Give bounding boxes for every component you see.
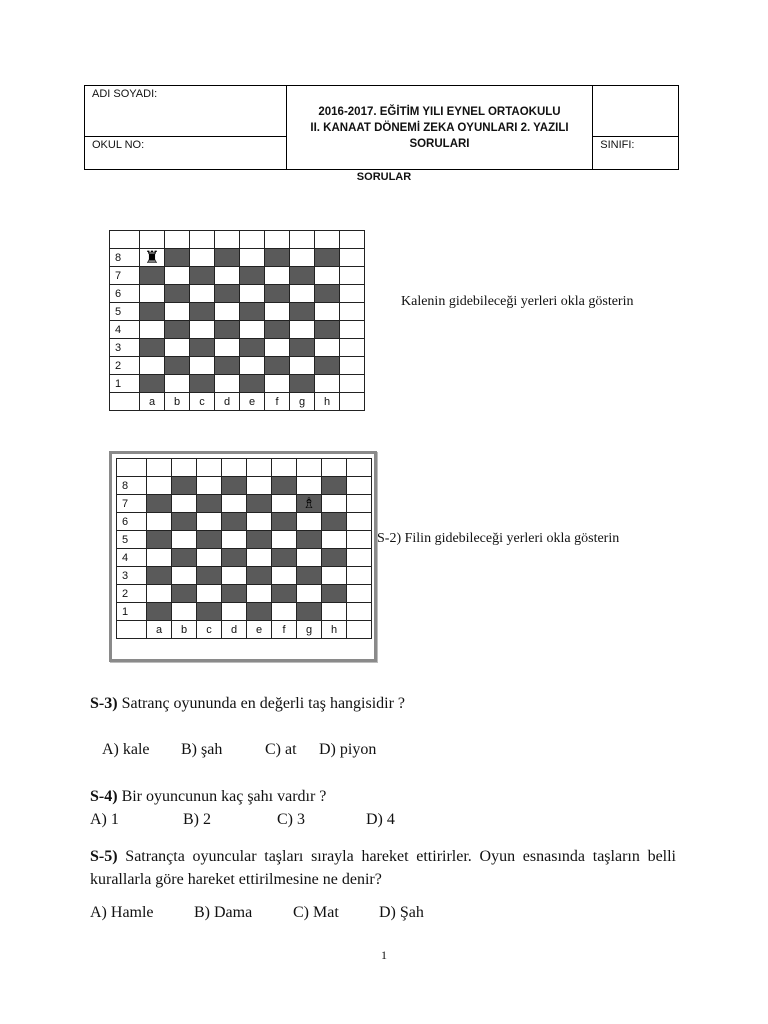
board1-row <box>110 357 365 375</box>
board2-square-a8 <box>147 477 172 495</box>
board1-square-g2 <box>290 357 315 375</box>
q5-option-c: C) Mat <box>293 904 339 921</box>
board2-square-g3 <box>297 567 322 585</box>
board1-row <box>110 303 365 321</box>
board1-square-g5 <box>290 303 315 321</box>
board1-row <box>110 267 365 285</box>
board1-square-b2 <box>165 357 190 375</box>
class-field <box>593 136 679 169</box>
board2-border-cell <box>222 459 247 477</box>
board1-square-g4 <box>290 321 315 339</box>
board2-file-label: b <box>172 621 197 639</box>
board1-border-cell <box>340 285 365 303</box>
board1-square-a6 <box>140 285 165 303</box>
board1-border-cell <box>340 357 365 375</box>
board2-square-f2 <box>272 585 297 603</box>
exam-header-table <box>84 85 679 170</box>
board2-square-f5 <box>272 531 297 549</box>
board1-square-h1 <box>315 375 340 393</box>
board1-square-f8 <box>265 249 290 267</box>
board2-square-h2 <box>322 585 347 603</box>
board1-border-cell <box>315 231 340 249</box>
board2-file-label: e <box>247 621 272 639</box>
board2-row <box>117 495 372 513</box>
board2-border-cell <box>347 549 372 567</box>
question-3 <box>90 695 676 713</box>
board2-row <box>117 621 372 639</box>
board1-rank-label: 5 <box>110 303 140 321</box>
board2-square-b7 <box>172 495 197 513</box>
board1-row <box>110 339 365 357</box>
board2-square-g7 <box>297 495 322 513</box>
board1-square-e2 <box>240 357 265 375</box>
board1-file-label: e <box>240 393 265 411</box>
board2-square-f3 <box>272 567 297 585</box>
board1-border-cell <box>190 231 215 249</box>
question-5 <box>90 845 676 891</box>
board2-border-cell <box>347 621 372 639</box>
school-no-label: OKUL NO: <box>92 138 145 151</box>
board1-file-label: h <box>315 393 340 411</box>
board1-square-h3 <box>315 339 340 357</box>
board1-square-h7 <box>315 267 340 285</box>
board1-square-d1 <box>215 375 240 393</box>
board1-square-c2 <box>190 357 215 375</box>
board1-border-cell <box>110 231 140 249</box>
board2-square-b1 <box>172 603 197 621</box>
exam-title <box>286 86 593 170</box>
board2-row <box>117 531 372 549</box>
board1-square-d7 <box>215 267 240 285</box>
board1-square-c1 <box>190 375 215 393</box>
board1-rank-label: 1 <box>110 375 140 393</box>
board1-square-e3 <box>240 339 265 357</box>
board1-square-b6 <box>165 285 190 303</box>
board1-square-b8 <box>165 249 190 267</box>
board1-file-label: d <box>215 393 240 411</box>
q5-option-b: B) Dama <box>194 904 253 921</box>
board1-square-h2 <box>315 357 340 375</box>
board1-square-b3 <box>165 339 190 357</box>
title-line-1: 2016-2017. EĞİTİM YILI EYNEL ORTAOKULU <box>318 105 561 118</box>
board2-border-cell <box>347 477 372 495</box>
board2-row <box>117 585 372 603</box>
board2-square-b4 <box>172 549 197 567</box>
board2-rank-label: 1 <box>117 603 147 621</box>
class-label: SINIFI: <box>600 138 635 151</box>
board1-square-b4 <box>165 321 190 339</box>
board1-border-cell <box>240 231 265 249</box>
q3-option-c: C) at <box>265 741 297 758</box>
board1-square-d6 <box>215 285 240 303</box>
board1-square-d3 <box>215 339 240 357</box>
board2-square-g8 <box>297 477 322 495</box>
board2-row <box>117 459 372 477</box>
board1-square-f6 <box>265 285 290 303</box>
board1-square-c4 <box>190 321 215 339</box>
board2-square-b2 <box>172 585 197 603</box>
board1-square-f1 <box>265 375 290 393</box>
title-line-2: II. KANAAT DÖNEMİ ZEKA OYUNLARI 2. YAZILI <box>310 121 569 134</box>
board2-square-f1 <box>272 603 297 621</box>
board1-square-g6 <box>290 285 315 303</box>
rook-icon: ♜ <box>144 248 160 267</box>
board2-square-e3 <box>247 567 272 585</box>
board2-square-h5 <box>322 531 347 549</box>
board2-file-label: h <box>322 621 347 639</box>
board2-square-b6 <box>172 513 197 531</box>
board2-square-e4 <box>247 549 272 567</box>
board1-border-cell <box>340 339 365 357</box>
board2-square-c6 <box>197 513 222 531</box>
board2-square-g5 <box>297 531 322 549</box>
board2-border-cell <box>117 621 147 639</box>
board2-border-cell <box>147 459 172 477</box>
board1-square-d8 <box>215 249 240 267</box>
q3-option-b: B) şah <box>181 741 223 758</box>
board2-border-cell <box>197 459 222 477</box>
board1-file-label: c <box>190 393 215 411</box>
board2-square-c7 <box>197 495 222 513</box>
board1-rank-label: 4 <box>110 321 140 339</box>
section-title: SORULAR <box>356 171 412 183</box>
board1-square-a7 <box>140 267 165 285</box>
board2-square-a4 <box>147 549 172 567</box>
board2-square-b3 <box>172 567 197 585</box>
board1-square-e6 <box>240 285 265 303</box>
board2-square-c8 <box>197 477 222 495</box>
board1-square-a3 <box>140 339 165 357</box>
q4-number: S-4) <box>90 788 118 805</box>
board1-row <box>110 393 365 411</box>
board2-file-label: f <box>272 621 297 639</box>
board1-square-c3 <box>190 339 215 357</box>
q1-instruction: Kalenin gidebileceği yerleri okla gösterin <box>401 294 634 309</box>
board2-square-d8 <box>222 477 247 495</box>
board2-border-cell <box>272 459 297 477</box>
board1-row <box>110 249 365 267</box>
board1-border-cell <box>340 249 365 267</box>
board1-square-c6 <box>190 285 215 303</box>
bishop-icon: ♗ <box>302 495 316 512</box>
board1-row <box>110 375 365 393</box>
board1-rank-label: 6 <box>110 285 140 303</box>
board1-border-cell <box>340 303 365 321</box>
board2-square-g6 <box>297 513 322 531</box>
board2-square-e8 <box>247 477 272 495</box>
board2-square-f7 <box>272 495 297 513</box>
board2-square-g4 <box>297 549 322 567</box>
title-line-3: SORULARI <box>409 137 470 150</box>
board2-border-cell <box>347 585 372 603</box>
chessboard-bishop <box>116 458 372 639</box>
board1-square-g1 <box>290 375 315 393</box>
board1-square-g3 <box>290 339 315 357</box>
board2-square-h7 <box>322 495 347 513</box>
q4-option-d: D) 4 <box>366 811 395 828</box>
board1-row <box>110 321 365 339</box>
board2-square-d1 <box>222 603 247 621</box>
school-no-field <box>85 136 287 169</box>
board2-row <box>117 549 372 567</box>
board1-square-f3 <box>265 339 290 357</box>
board1-square-d4 <box>215 321 240 339</box>
board1-square-f5 <box>265 303 290 321</box>
board2-square-h1 <box>322 603 347 621</box>
board1-square-b5 <box>165 303 190 321</box>
board2-rank-label: 6 <box>117 513 147 531</box>
board2-square-a2 <box>147 585 172 603</box>
board2-square-a3 <box>147 567 172 585</box>
board2-square-a5 <box>147 531 172 549</box>
chessboard-rook <box>109 230 365 411</box>
board2-rank-label: 3 <box>117 567 147 585</box>
board2-square-d3 <box>222 567 247 585</box>
board2-square-e7 <box>247 495 272 513</box>
board2-square-a6 <box>147 513 172 531</box>
q4-text: Bir oyuncunun kaç şahı vardır ? <box>121 788 327 805</box>
board2-border-cell <box>347 495 372 513</box>
name-field <box>85 86 287 137</box>
question-4 <box>90 788 676 806</box>
board1-square-h5 <box>315 303 340 321</box>
name-label: ADI SOYADI: <box>92 88 158 100</box>
board1-square-a5 <box>140 303 165 321</box>
board2-border-cell <box>347 513 372 531</box>
board1-square-d5 <box>215 303 240 321</box>
board2-border-cell <box>117 459 147 477</box>
board1-file-label: g <box>290 393 315 411</box>
board2-square-c4 <box>197 549 222 567</box>
board1-square-e1 <box>240 375 265 393</box>
board2-border-cell <box>297 459 322 477</box>
board1-rank-label: 2 <box>110 357 140 375</box>
board2-border-cell <box>347 567 372 585</box>
board2-square-d7 <box>222 495 247 513</box>
board2-border-cell <box>247 459 272 477</box>
board1-file-label: a <box>140 393 165 411</box>
board2-square-e6 <box>247 513 272 531</box>
board1-border-cell <box>340 321 365 339</box>
board1-square-b7 <box>165 267 190 285</box>
board1-square-e8 <box>240 249 265 267</box>
board2-square-g1 <box>297 603 322 621</box>
board1-square-h4 <box>315 321 340 339</box>
board1-file-label: f <box>265 393 290 411</box>
board2-file-label: d <box>222 621 247 639</box>
board2-rank-label: 5 <box>117 531 147 549</box>
board2-square-h6 <box>322 513 347 531</box>
board2-square-e5 <box>247 531 272 549</box>
board1-square-h6 <box>315 285 340 303</box>
board1-square-e7 <box>240 267 265 285</box>
board1-border-cell <box>290 231 315 249</box>
q5-number: S-5) <box>90 848 118 865</box>
board1-row <box>110 231 365 249</box>
board1-border-cell <box>340 267 365 285</box>
board2-square-b5 <box>172 531 197 549</box>
board1-border-cell <box>265 231 290 249</box>
board2-square-h4 <box>322 549 347 567</box>
board1-square-b1 <box>165 375 190 393</box>
board2-square-b8 <box>172 477 197 495</box>
q3-text: Satranç oyununda en değerli taş hangisidir ? <box>121 695 406 712</box>
board1-square-a8 <box>140 249 165 267</box>
board1-square-c8 <box>190 249 215 267</box>
board1-square-f4 <box>265 321 290 339</box>
board2-square-c5 <box>197 531 222 549</box>
board2-square-e2 <box>247 585 272 603</box>
board1-square-a1 <box>140 375 165 393</box>
board2-square-d6 <box>222 513 247 531</box>
board2-square-f8 <box>272 477 297 495</box>
board1-border-cell <box>215 231 240 249</box>
board2-square-d5 <box>222 531 247 549</box>
board2-rank-label: 4 <box>117 549 147 567</box>
board2-rank-label: 7 <box>117 495 147 513</box>
board1-square-e4 <box>240 321 265 339</box>
board1-border-cell <box>110 393 140 411</box>
board1-square-g8 <box>290 249 315 267</box>
board2-row <box>117 513 372 531</box>
board1-border-cell <box>165 231 190 249</box>
board2-file-label: g <box>297 621 322 639</box>
board1-rank-label: 8 <box>110 249 140 267</box>
board1-square-f2 <box>265 357 290 375</box>
q3-option-a: A) kale <box>102 741 150 758</box>
board1-square-c5 <box>190 303 215 321</box>
board2-file-label: a <box>147 621 172 639</box>
q4-option-b: B) 2 <box>183 811 211 828</box>
board2-border-cell <box>347 531 372 549</box>
board2-square-h3 <box>322 567 347 585</box>
board1-square-f7 <box>265 267 290 285</box>
board2-border-cell <box>322 459 347 477</box>
board2-row <box>117 603 372 621</box>
board2-square-a7 <box>147 495 172 513</box>
board1-rank-label: 7 <box>110 267 140 285</box>
board1-square-d2 <box>215 357 240 375</box>
page-number: 1 <box>381 948 387 962</box>
board2-row <box>117 477 372 495</box>
board1-rank-label: 3 <box>110 339 140 357</box>
board2-border-cell <box>172 459 197 477</box>
q5-option-d: D) Şah <box>379 904 424 921</box>
board2-square-g2 <box>297 585 322 603</box>
board1-border-cell <box>140 231 165 249</box>
board2-square-c2 <box>197 585 222 603</box>
q5-option-a: A) Hamle <box>90 904 154 921</box>
board2-square-a1 <box>147 603 172 621</box>
board1-border-cell <box>340 375 365 393</box>
board2-square-f4 <box>272 549 297 567</box>
board2-file-label: c <box>197 621 222 639</box>
board2-square-c3 <box>197 567 222 585</box>
board1-border-cell <box>340 231 365 249</box>
board1-square-c7 <box>190 267 215 285</box>
board2-border-cell <box>347 603 372 621</box>
q4-option-c: C) 3 <box>277 811 305 828</box>
q2-instruction: S-2) Filin gidebileceği yerleri okla gösterin <box>377 531 620 546</box>
board1-square-g7 <box>290 267 315 285</box>
board1-square-h8 <box>315 249 340 267</box>
board1-border-cell <box>340 393 365 411</box>
blank-cell <box>593 86 679 137</box>
board1-square-a2 <box>140 357 165 375</box>
board1-square-e5 <box>240 303 265 321</box>
board2-row <box>117 567 372 585</box>
board1-row <box>110 285 365 303</box>
q4-option-a: A) 1 <box>90 811 119 828</box>
board2-border-cell <box>347 459 372 477</box>
board2-square-e1 <box>247 603 272 621</box>
board2-square-d2 <box>222 585 247 603</box>
q3-option-d: D) piyon <box>319 741 377 758</box>
q5-text: Satrançta oyuncular taşları sırayla hareket ettirirler. Oyun esnasında taşların belli kurallarla göre hareket ettirilmesine ne denir? <box>90 848 677 888</box>
board1-square-a4 <box>140 321 165 339</box>
board2-square-h8 <box>322 477 347 495</box>
board2-square-d4 <box>222 549 247 567</box>
board2-square-f6 <box>272 513 297 531</box>
board2-rank-label: 2 <box>117 585 147 603</box>
board2-square-c1 <box>197 603 222 621</box>
board2-rank-label: 8 <box>117 477 147 495</box>
board1-file-label: b <box>165 393 190 411</box>
q3-number: S-3) <box>90 695 118 712</box>
